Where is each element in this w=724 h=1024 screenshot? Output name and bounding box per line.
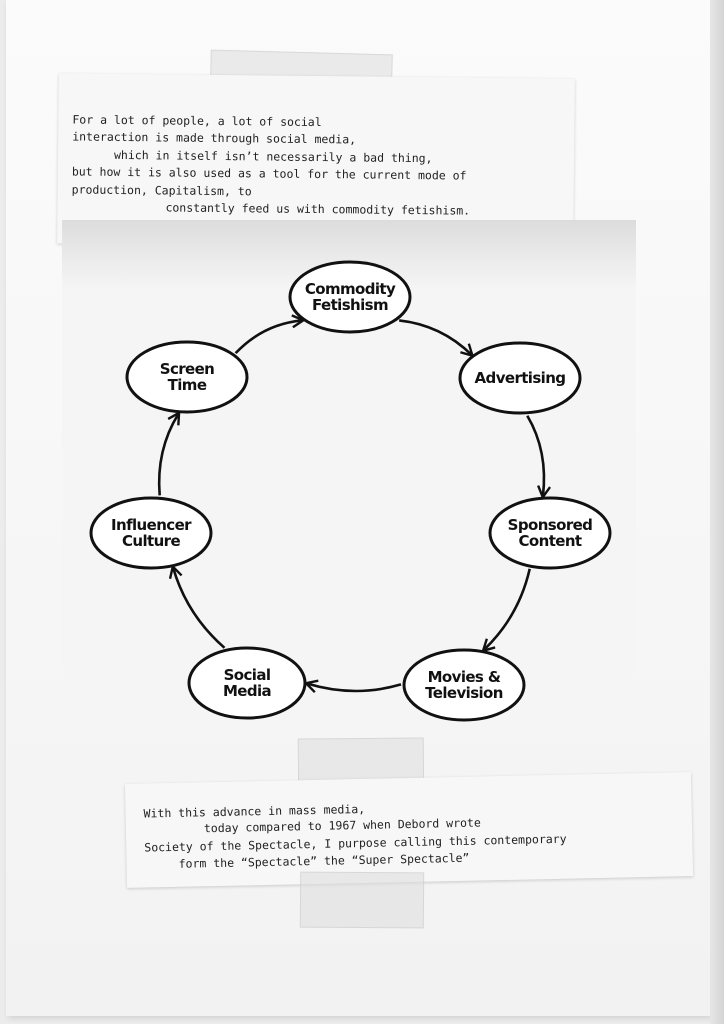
node-label: Media bbox=[222, 682, 272, 700]
top-note-line-3: which in itself isn’t necessarily a bad thing, bbox=[113, 147, 433, 166]
cycle-node bbox=[290, 262, 410, 332]
cycle-node bbox=[490, 498, 610, 568]
cycle-arrow bbox=[236, 320, 303, 353]
cycle-node bbox=[127, 342, 247, 412]
top-note-line-5: production, Capitalism, to bbox=[71, 182, 252, 199]
cycle-node bbox=[404, 650, 524, 720]
node-label: Screen bbox=[159, 360, 215, 378]
top-note-line-1: For a lot of people, a lot of social bbox=[72, 112, 322, 130]
top-note-line-4: but how it is also used as a tool for the current mode of bbox=[71, 164, 467, 183]
node-label: Content bbox=[518, 532, 582, 550]
cycle-node bbox=[91, 498, 211, 568]
paper-edge bbox=[710, 0, 724, 1024]
node-label: Advertising bbox=[474, 369, 566, 387]
tape-strip-bottom-lower bbox=[300, 872, 424, 929]
node-label: Social bbox=[223, 666, 271, 684]
cycle-arrow bbox=[527, 416, 544, 497]
node-label: Sponsored bbox=[507, 516, 593, 534]
cycle-arrow bbox=[159, 414, 178, 496]
diagram-photocopy bbox=[62, 220, 636, 740]
node-label: Fetishism bbox=[311, 296, 389, 314]
bottom-note-line-2: today compared to 1967 when Debord wrote bbox=[203, 815, 481, 836]
cycle-node bbox=[460, 343, 580, 413]
top-note-line-6: constantly feed us with commodity fetishism. bbox=[165, 200, 471, 218]
bottom-note-line-4: form the “Spectacle” the “Super Spectacle” bbox=[178, 850, 470, 871]
cycle-arrow bbox=[173, 567, 224, 647]
bottom-text-note bbox=[125, 772, 693, 888]
node-label: Culture bbox=[121, 532, 181, 550]
node-label: Influencer bbox=[111, 516, 191, 534]
bottom-note-line-3: Society of the Spectacle, I purpose calling this contemporary bbox=[144, 831, 567, 855]
cycle-arrow bbox=[484, 569, 530, 650]
cycle-arrow bbox=[399, 320, 472, 355]
cycle-arrow bbox=[307, 684, 401, 691]
bottom-note-line-1: With this advance in mass media, bbox=[143, 801, 366, 821]
node-label: Movies & bbox=[427, 668, 501, 686]
node-label: Commodity bbox=[304, 280, 396, 298]
node-label: Television bbox=[425, 684, 503, 702]
top-note-line-2: interaction is made through social media, bbox=[72, 129, 357, 147]
node-label: Time bbox=[167, 376, 207, 394]
cycle-diagram bbox=[62, 220, 636, 740]
cycle-node bbox=[189, 648, 305, 718]
